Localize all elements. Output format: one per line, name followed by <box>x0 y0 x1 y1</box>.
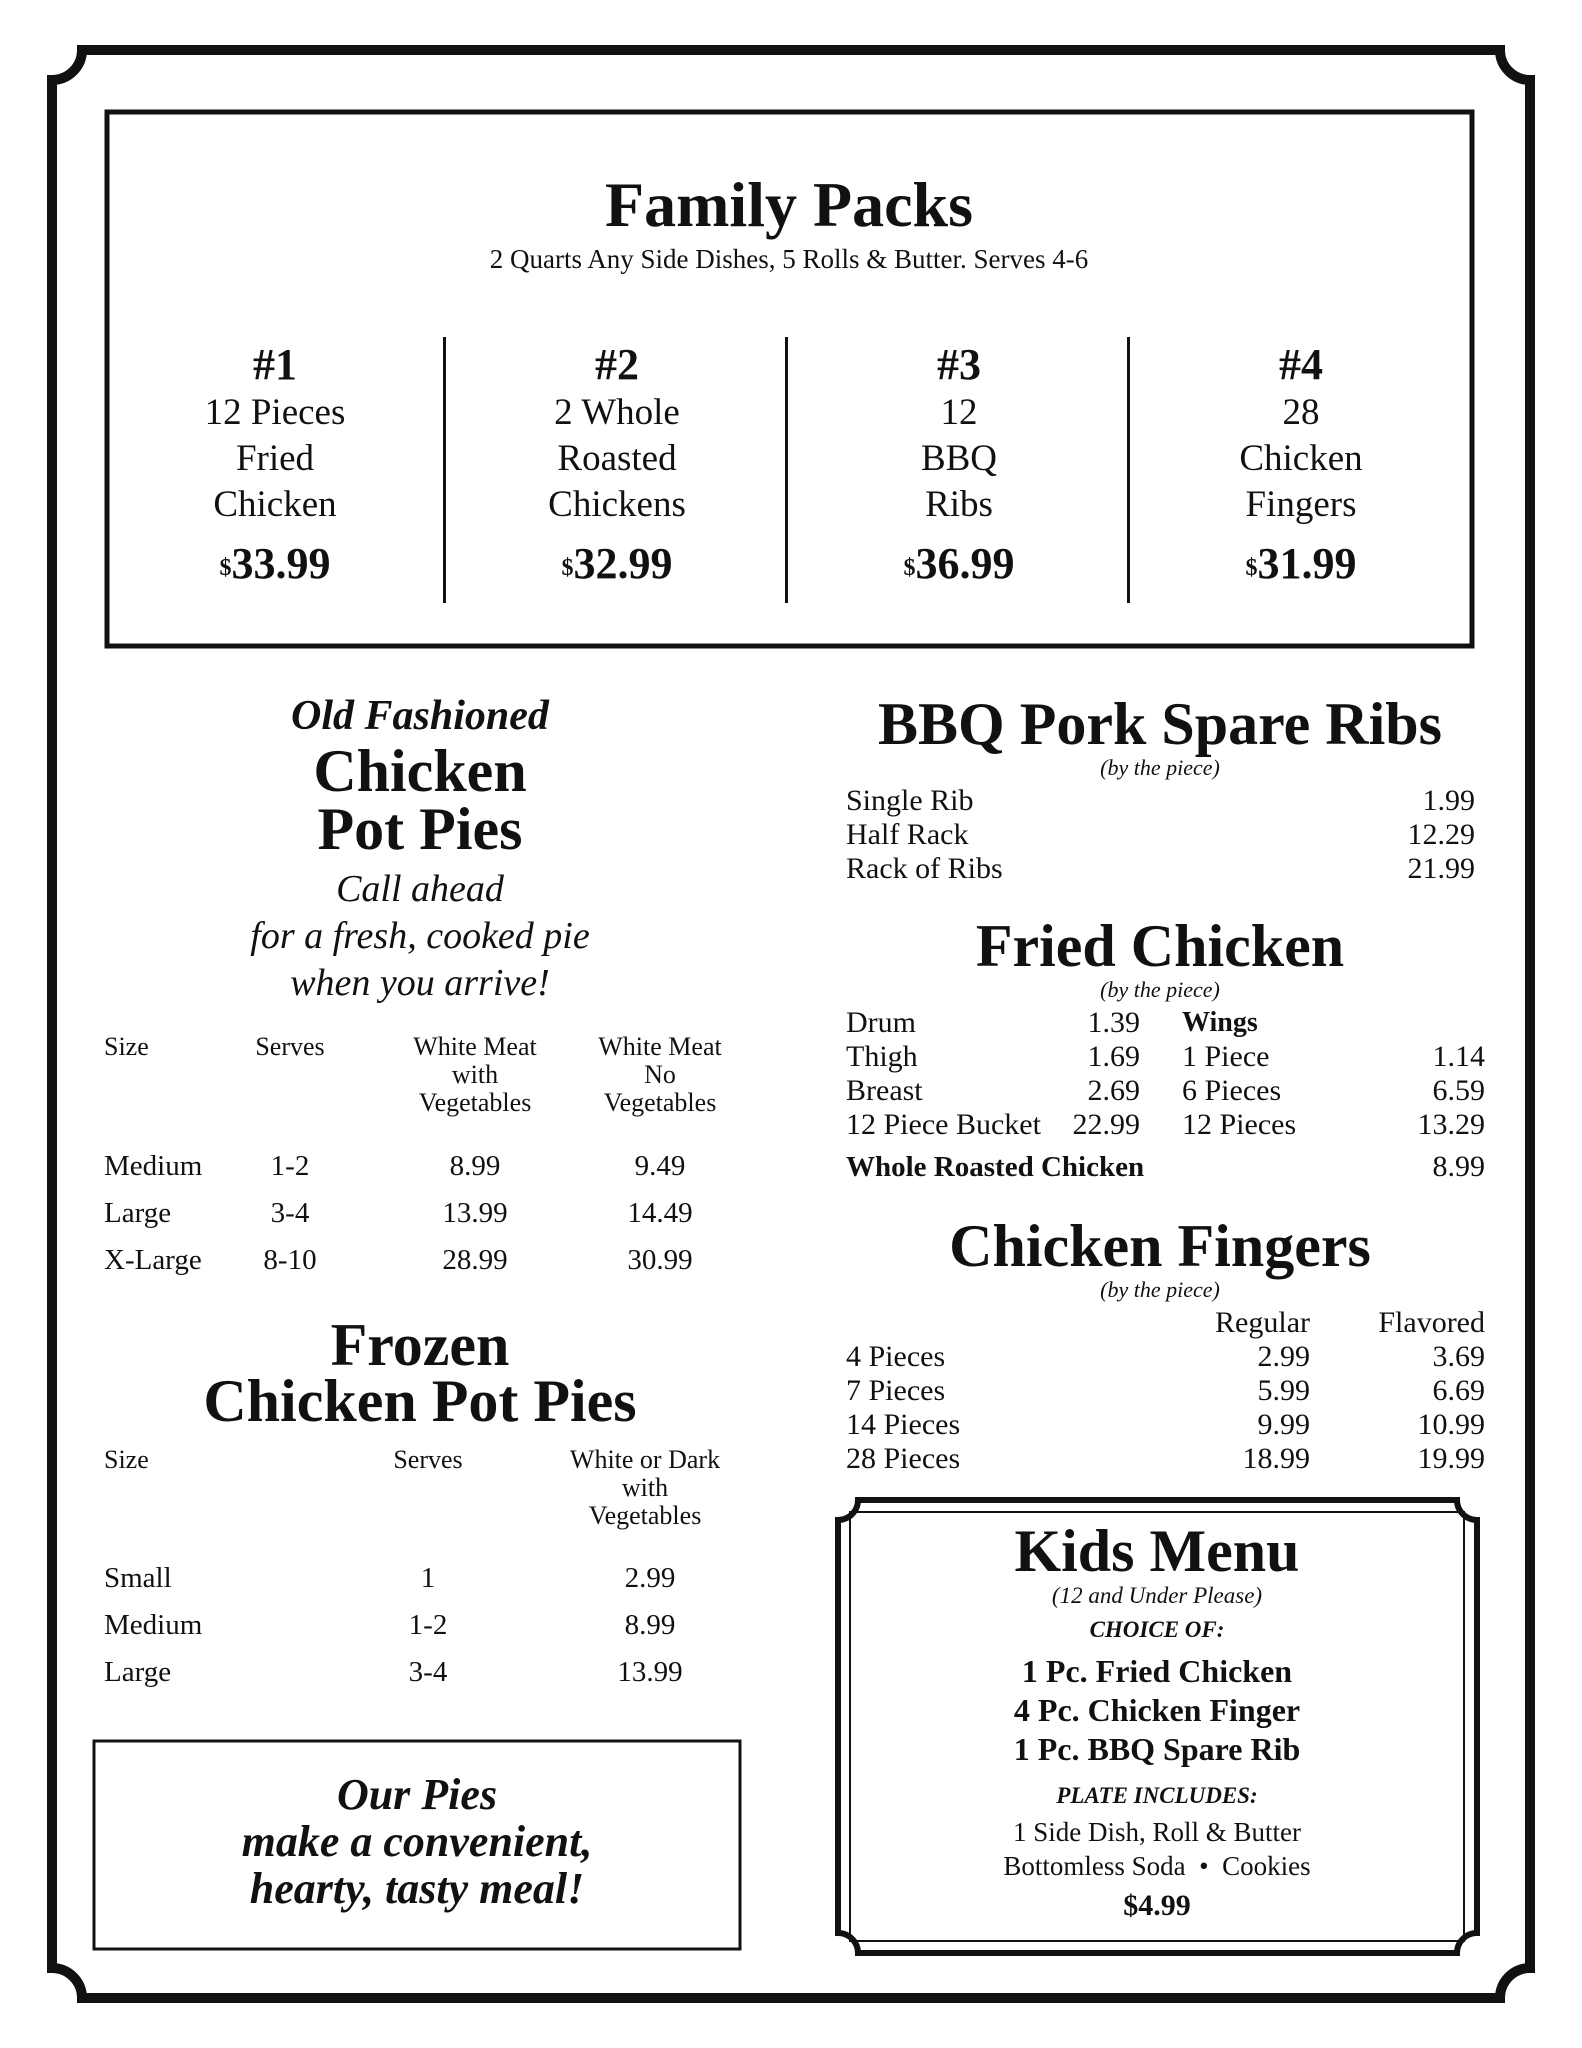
frozen-col-serves: Serves <box>393 1445 463 1474</box>
fingers-item-regular: 2.99 <box>1257 1340 1310 1373</box>
ribs-title: BBQ Pork Spare Ribs <box>878 691 1442 757</box>
frozen-row-size: Medium <box>104 1609 203 1641</box>
ribs-item-name: Half Rack <box>846 818 969 851</box>
frozen-pies-title-1: Frozen <box>330 1312 510 1378</box>
family-pack-1 <box>105 340 445 592</box>
frozen-row-price: 13.99 <box>617 1656 683 1688</box>
pot-pie-row-serves: 8-10 <box>263 1244 317 1276</box>
frozen-row-price: 2.99 <box>624 1562 676 1594</box>
fingers-item-regular: 18.99 <box>1242 1442 1310 1475</box>
pot-pie-row-price: 8.99 <box>449 1150 501 1182</box>
family-pack-4 <box>1131 340 1471 592</box>
kids-includes: 1 Side Dish, Roll & Butter Bottomless Soda • Cookies <box>1003 1817 1311 1881</box>
pot-pie-row-size: Medium <box>104 1150 203 1182</box>
pot-pies-col-size: Size <box>104 1032 149 1061</box>
chicken-item-name: Thigh <box>846 1040 918 1073</box>
pack-number: #1 <box>253 340 297 389</box>
fingers-item-flavored: 10.99 <box>1417 1408 1485 1441</box>
pack-line: Ribs <box>925 484 993 525</box>
pot-pie-row-serves: 1-2 <box>270 1150 310 1182</box>
frozen-row-serves: 1 <box>420 1562 436 1594</box>
fingers-item-regular: 9.99 <box>1257 1408 1310 1441</box>
pot-pie-row-serves: 3-4 <box>270 1197 310 1229</box>
pot-pies-title-1: Chicken <box>313 738 527 804</box>
kids-choice-list: 1 Pc. Fried Chicken 4 Pc. Chicken Finger 1 Pc. BBQ Spare Rib <box>1013 1653 1301 1767</box>
fingers-col-regular: Regular <box>1215 1306 1310 1339</box>
kids-age-note: (12 and Under Please) <box>1051 1583 1263 1608</box>
fingers-item-flavored: 19.99 <box>1417 1442 1485 1475</box>
whole-roasted-name: Whole Roasted Chicken <box>846 1151 1145 1183</box>
frozen-row-price: 8.99 <box>624 1609 676 1641</box>
pot-pie-row-size: X-Large <box>104 1244 202 1276</box>
chicken-item-price: 1.39 <box>1087 1006 1140 1039</box>
ribs-item-name: Rack of Ribs <box>846 852 1003 885</box>
fried-chicken-note: (by the piece) <box>1100 977 1220 1002</box>
frozen-col-type: White or Dark with Vegetables <box>569 1445 721 1530</box>
chicken-item-name: Breast <box>846 1074 923 1107</box>
pack-number: #2 <box>595 340 639 389</box>
pack-line: BBQ <box>920 438 998 479</box>
fingers-title: Chicken Fingers <box>949 1213 1371 1279</box>
pack-line: Fried <box>235 438 315 479</box>
pack-price: $32.99 <box>561 539 673 588</box>
pot-pies-col-white-veg: White Meat with Vegetables <box>413 1032 537 1117</box>
ribs-item-name: Single Rib <box>846 784 974 817</box>
pack-line: Chickens <box>548 484 686 525</box>
wings-heading: Wings <box>1182 1007 1258 1038</box>
wings-item-name: 6 Pieces <box>1182 1074 1282 1107</box>
fingers-item-regular: 5.99 <box>1257 1374 1310 1407</box>
whole-roasted-price: 8.99 <box>1432 1150 1485 1183</box>
pot-pies-col-serves: Serves <box>255 1032 325 1061</box>
pack-divider <box>443 337 446 603</box>
pack-price: $33.99 <box>219 539 331 588</box>
kids-plate-label: PLATE INCLUDES: <box>1056 1783 1258 1808</box>
frozen-row-serves: 1-2 <box>408 1609 448 1641</box>
pack-divider <box>1127 337 1130 603</box>
frozen-row-size: Large <box>104 1656 172 1688</box>
fingers-item-flavored: 3.69 <box>1432 1340 1485 1373</box>
fingers-col-flavored: Flavored <box>1378 1306 1485 1339</box>
pies-note: Our Pies make a convenient, hearty, tasty meal! <box>241 1770 593 1913</box>
family-pack-3 <box>789 340 1129 592</box>
pack-number: #3 <box>937 340 981 389</box>
frozen-row-size: Small <box>104 1562 172 1594</box>
fried-chicken-title: Fried Chicken <box>975 913 1345 979</box>
fingers-item-name: 4 Pieces <box>846 1340 946 1373</box>
kids-menu-title: Kids Menu <box>1014 1518 1300 1584</box>
pack-line: Chicken <box>1239 438 1363 479</box>
pack-line: Fingers <box>1245 484 1357 525</box>
kids-price: $4.99 <box>1123 1889 1191 1922</box>
pot-pies-kicker: Old Fashioned <box>291 693 549 739</box>
pot-pie-row-price: 9.49 <box>634 1150 686 1182</box>
pack-line: 28 <box>1282 392 1320 433</box>
fingers-item-name: 7 Pieces <box>846 1374 946 1407</box>
family-packs-title: Family Packs <box>605 169 973 240</box>
pot-pie-row-price: 14.49 <box>627 1197 693 1229</box>
pot-pie-row-price: 30.99 <box>627 1244 693 1276</box>
ribs-item-price: 12.29 <box>1407 818 1475 851</box>
kids-choice-label: CHOICE OF: <box>1089 1617 1225 1642</box>
wings-item-name: 1 Piece <box>1182 1040 1270 1073</box>
frozen-col-size: Size <box>104 1445 149 1474</box>
fingers-item-name: 28 Pieces <box>846 1442 961 1475</box>
pot-pie-row-price: 28.99 <box>442 1244 508 1276</box>
wings-item-price: 13.29 <box>1417 1108 1485 1141</box>
pack-price: $36.99 <box>903 539 1015 588</box>
chicken-item-name: Drum <box>846 1006 916 1039</box>
chicken-item-price: 1.69 <box>1087 1040 1140 1073</box>
pot-pies-title-2: Pot Pies <box>317 796 523 862</box>
pack-line: Roasted <box>557 438 677 479</box>
frozen-pies-title-2: Chicken Pot Pies <box>203 1368 637 1434</box>
pack-line: 12 <box>940 392 978 433</box>
ribs-note: (by the piece) <box>1100 755 1220 780</box>
wings-item-price: 1.14 <box>1432 1040 1485 1073</box>
pack-line: Chicken <box>213 484 337 525</box>
fingers-note: (by the piece) <box>1100 1277 1220 1302</box>
fingers-item-name: 14 Pieces <box>846 1408 961 1441</box>
family-pack-2 <box>447 340 787 592</box>
fingers-item-flavored: 6.69 <box>1432 1374 1485 1407</box>
pack-price: $31.99 <box>1245 539 1357 588</box>
pot-pies-col-white-no-veg: White Meat No Vegetables <box>598 1032 722 1117</box>
wings-item-price: 6.59 <box>1432 1074 1485 1107</box>
family-packs-subtitle: 2 Quarts Any Side Dishes, 5 Rolls & Butter. Serves 4-6 <box>489 244 1089 274</box>
ribs-item-price: 1.99 <box>1422 784 1475 817</box>
chicken-item-name: 12 Piece Bucket <box>846 1108 1041 1141</box>
frozen-row-serves: 3-4 <box>408 1656 448 1688</box>
pack-divider <box>785 337 788 603</box>
pack-line: 12 Pieces <box>204 392 346 433</box>
pack-line: 2 Whole <box>554 392 680 433</box>
ribs-item-price: 21.99 <box>1407 852 1475 885</box>
wings-item-name: 12 Pieces <box>1182 1108 1297 1141</box>
pot-pie-row-price: 13.99 <box>442 1197 508 1229</box>
pot-pie-row-size: Large <box>104 1197 172 1229</box>
chicken-item-price: 22.99 <box>1072 1108 1140 1141</box>
chicken-item-price: 2.69 <box>1087 1074 1140 1107</box>
pack-number: #4 <box>1279 340 1323 389</box>
call-ahead-text: Call ahead for a fresh, cooked pie when you arrive! <box>250 868 590 1004</box>
